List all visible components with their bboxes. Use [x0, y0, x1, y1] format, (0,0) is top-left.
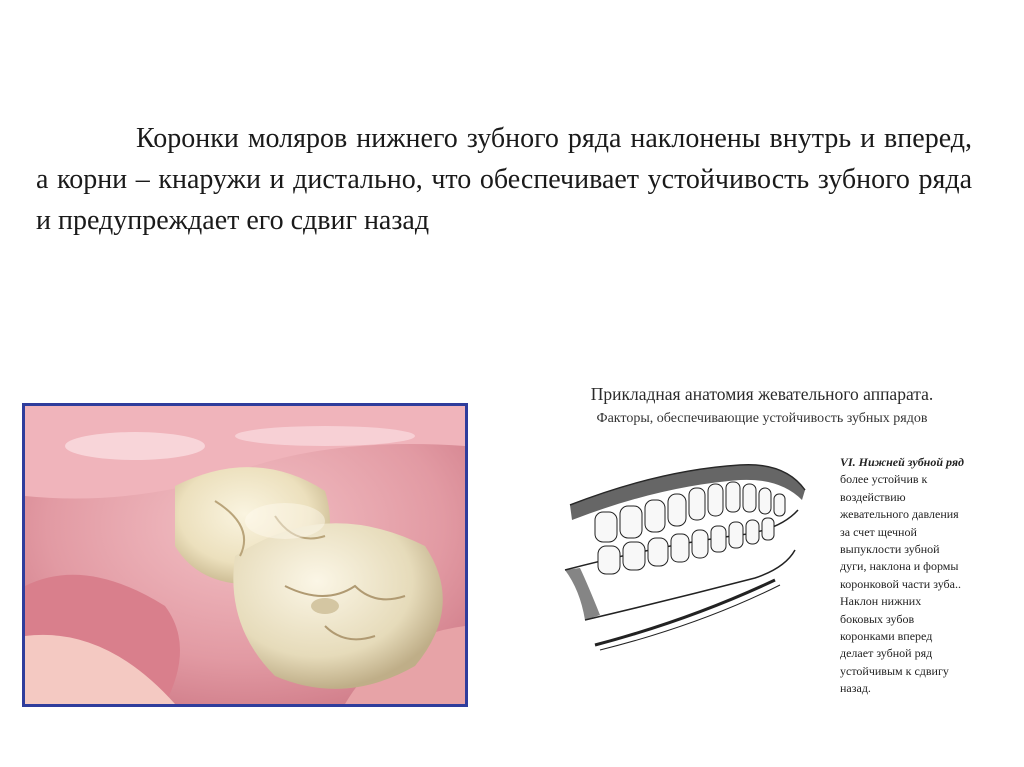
scan-note-line: дуги, наклона и формы — [840, 559, 959, 574]
scan-note-line: коронками вперед — [840, 629, 933, 644]
scan-title: Прикладная анатомия жевательного аппарата. — [590, 384, 934, 404]
scan-note-line: коронковой части зуба.. — [840, 576, 961, 591]
molar-photo — [22, 403, 468, 707]
scan-note-lead: VI. Нижней зубной ряд — [840, 455, 964, 469]
scan-note — [840, 454, 1010, 698]
scan-note-line: боковых зубов — [840, 611, 915, 626]
scan-note-line: устойчивым к сдвигу — [840, 663, 949, 678]
scan-note-line: делает зубной ряд — [840, 646, 933, 661]
scan-note-line: воздействию — [840, 489, 906, 504]
scan-note-line: жевательного давления — [840, 507, 959, 522]
main-paragraph: Коронки моляров нижнего зубного ряда наклонены внутрь и вперед, а корни – кнаружи и дистально, что обеспечивает устойчивость зубного ряда и предупреждает его сдвиг назад — [36, 123, 972, 236]
scan-note-line: назад. — [840, 681, 871, 696]
scan-note-line: выпуклости зубной — [840, 542, 940, 557]
dental-arch-drawing — [540, 450, 830, 660]
scan-note-line: более устойчив к — [840, 472, 928, 487]
scan-note-line: Наклон нижних — [840, 594, 922, 609]
molar-photo-illustration — [25, 406, 465, 704]
scan-subtitle: Факторы, обеспечивающие устойчивость зубных рядов — [596, 411, 928, 426]
scan-note-line: за счет щечной — [840, 524, 917, 539]
